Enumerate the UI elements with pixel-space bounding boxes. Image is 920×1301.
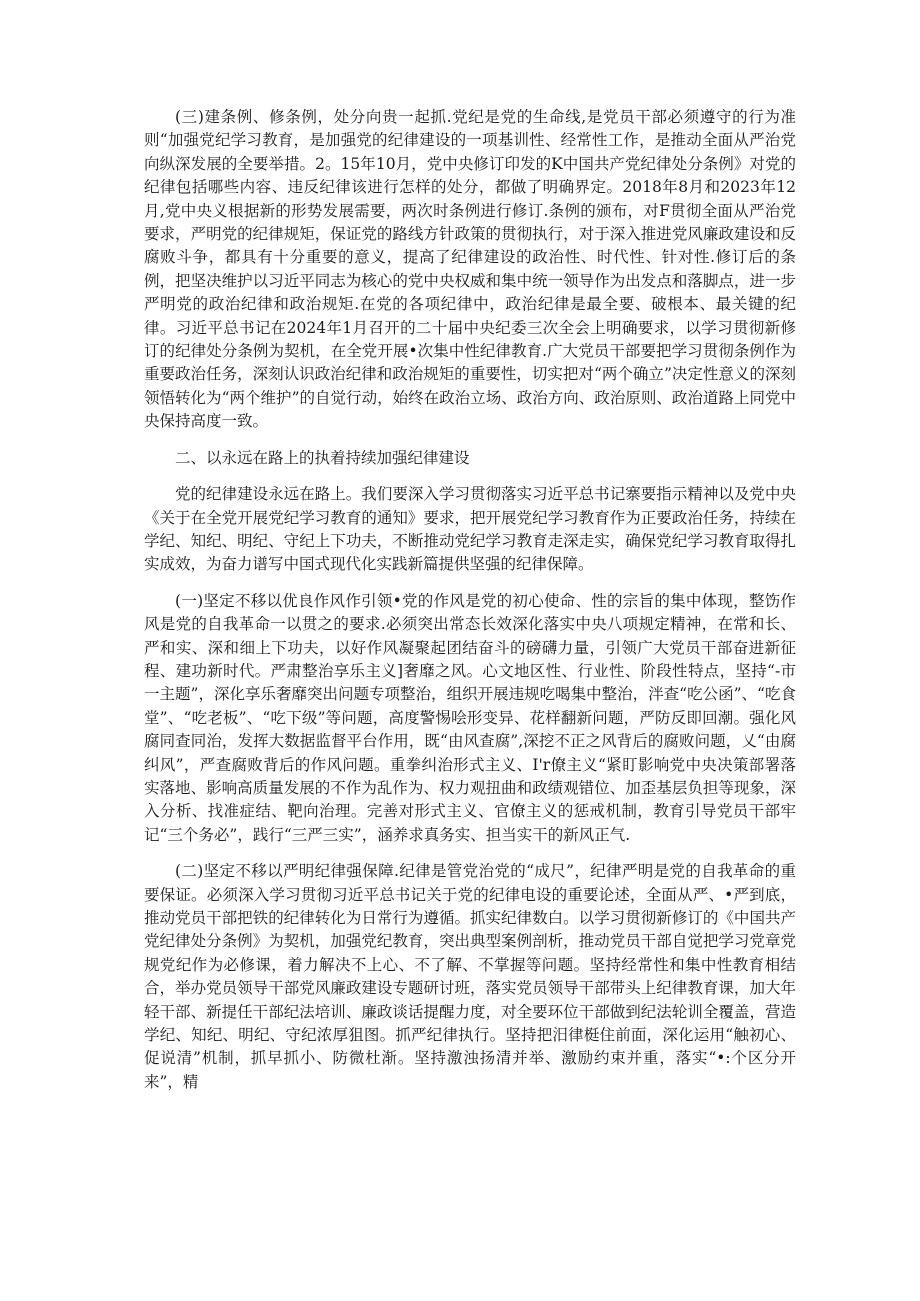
section-heading-2: 二、以永远在路上的执着持续加强纪律建设 bbox=[175, 448, 470, 467]
paragraph-subsection-1: (一)坚定不移以优良作风作引领•党的作风是党的初心使命、性的宗旨的集中体现，整饬作风是党的自我革命一以贯之的要求.必须突出常态长效深化落实中央八项规定精神，在常和长、严和实、深和细上下功夫，以好作风凝聚起团结奋斗的磅礴力量，引领广大党员干部奋进新征程、建功新时代。严肃整治享乐主义]奢靡之风。心文地区性、行业性、阶段性特点，坚持“-市一主题”，深化享乐奢靡突出问题专项整治，组织开展违规吃喝集中整治，泮查“吃公函”、“吃食堂”、“吃老板”、“吃下级”等问题，高度警惕哙形变异、花样翻新问题，严防反即回潮。强化风腐同查同治，发挥大数据监督平台作用，既“由风查腐”,深挖不正之风背后的腐败问题，乂“由腐纠风”，严查腐败背后的作风问题。重拳纠治形式主义、I'r僚主义“紧盯影响党中央决策部署落实落地、影响高质量发展的不作为乱作为、权力观扭曲和政绩观错位、加歪基层负担等现象，深入分析、找准症结、靶向治理。完善对形式主义、官僚主义的惩戒机制，教育引导党员干部牢记“三个务必”，践行“三严三实”，涵养求真务实、担当实干的新风正气. bbox=[144, 591, 796, 844]
paragraph-intro: 党的纪律建设永远在路上。我们要深入学习贯彻落实习近平总书记寨要指示精神以及党中央《关于在全党开展党纪学习教育的通知》要求，把开展党纪学习教育作为正要政治任务，持续在学纪、知纪、明纪、守纪上下功夫，不断推动党纪学习教育走深走实，确保党纪学习教育取得扎实成效，为奋力谱写中国式现代化实践新篇提供坚强的纪律保障。 bbox=[144, 485, 796, 574]
document-page bbox=[144, 106, 796, 1107]
paragraph-section-3: (三)建条例、修条例，处分向贵一起抓.党纪是党的生命线,是党员干部必须遵守的行为准则“加强党纪学习教育，是加强党的纪律建设的一项基训性、经常性工作，是推动全面从严治党向纵深发展的全要举措。2。15年10月，党中央修订印发的K中国共产党纪律处分条例》对党的纪律包括哪些内容、违反纪律该进行怎样的处分，都做了明确界定。2018年8月和2023年12月,党中央义根据新的形势发展需要，两次时条例进行修订.条例的颁布，对F贯彻全面从严治党要求，严明党的纪律规矩，保证党的路线方针政策的贯彻执行，对于深入推进党风廉政建设和反腐败斗争，都具有十分重要的意义，提高了纪律建设的政治性、时代性、针对性.修订后的条例，把坚决维护以习近平同志为核心的党中央权威和集中统一领导作为出发点和落脚点，进一步严明党的政治纪律和政治规矩.在党的各项纪律中，政治纪律是最全要、破根本、最关键的纪律。习近平总书记在2024年1月召开的二十届中央纪委三次全会上明确要求，以学习贯彻新修订的纪律处分条例为契机，在全党开展•次集中性纪律教育.广大党员干部要把学习贯彻条例作为重要政治任务，深刻认识政治纪律和政治规矩的重要性，切实把对“两个确立”决定性意义的深刻领悟转化为“两个维护”的自觉行动，始终在政治立场、政治方向、政治原则、政治道路上同党中央保持高度一致。 bbox=[144, 108, 796, 431]
paragraph-subsection-2: (二)坚定不移以严明纪律强保障.纪律是管党治党的“成尺”，纪律严明是党的自我革命的重要保证。必须深入学习贯彻习近平总书记关于党的纪律电设的重要论述，全面从严、•严到底，推动党员干部把铁的纪律转化为日常行为遵循。抓实纪律数白。以学习贯彻新修订的《中国共产党纪律处分条例》为契机，加强党纪教育，突出典型案例剖析，推动党员干部自觉把学习党章党规党纪作为必修课，着力解决不上心、不了解、不掌握等问题。坚持经常性和集中性教育相结合，举办党员领导干部党风廉政建设专题研讨班，落实党员领导干部带头上纪律教育课，加大年轻干部、新提任干部纪法培训、廉政谈话提醒力度，对全要环位干部做到纪法轮训全覆盖，营造学纪、知纪、明纪、守纪浓厚狙图。抓严纪律执行。坚持把汨律梃住前面，深化运用“触初心、促说清”机制，抓早抓小、防微杜渐。坚持激浊扬清并举、激励约束并重，落实“•:个区分开来”，精 bbox=[144, 862, 796, 1091]
